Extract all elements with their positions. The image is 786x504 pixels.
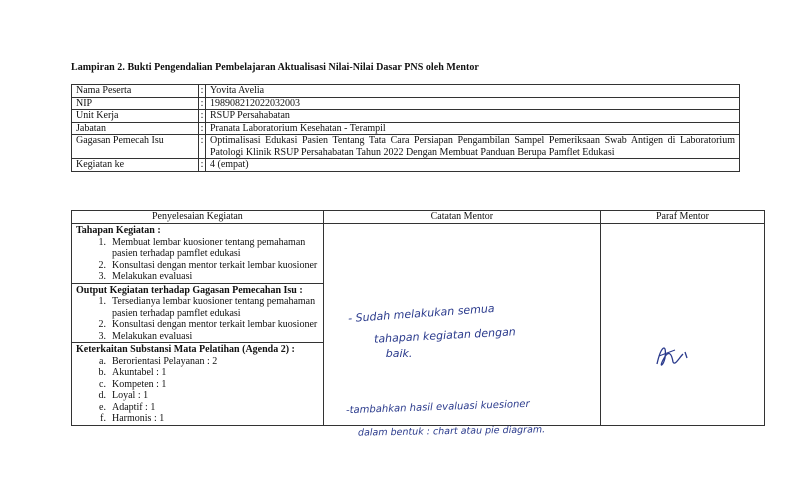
info-row [72, 85, 740, 98]
item-number: c. [99, 378, 106, 390]
info-colon: : [199, 97, 206, 110]
item-text: Kompeten : 1 [112, 378, 167, 390]
section-list [76, 237, 319, 283]
item-text: Membuat lembar kuosioner tentang pemahaman pasien terhadap pamflet edukasi [112, 236, 306, 259]
info-colon: : [199, 135, 206, 159]
info-value: 198908212022032003 [206, 97, 740, 110]
item-text: Melakukan evaluasi [112, 330, 193, 342]
activity-section [72, 224, 323, 284]
item-number: 3. [98, 271, 106, 282]
info-value: Yovita Avelia [206, 85, 740, 98]
item-text: Loyal : 1 [112, 390, 149, 401]
list-item [76, 260, 319, 272]
activity-section [72, 343, 323, 425]
info-value: Pranata Laboratorium Kesehatan - Terampil [206, 122, 740, 135]
item-number: 2. [98, 319, 106, 330]
info-row [72, 135, 740, 159]
info-row [72, 110, 740, 123]
list-item [76, 296, 319, 319]
info-value: 4 (empat) [206, 159, 740, 172]
list-item [76, 271, 319, 283]
mentor-note-line-2: tahapan kegiatan dengan [373, 325, 516, 346]
item-text: Konsultasi dengan mentor terkait lembar kuosioner [112, 259, 318, 271]
list-item [76, 237, 319, 260]
info-colon: : [199, 159, 206, 172]
item-number: b. [98, 367, 106, 378]
info-row [72, 122, 740, 135]
list-item [76, 402, 319, 414]
item-text: Harmonis : 1 [112, 413, 165, 424]
info-value: RSUP Persahabatan [206, 110, 740, 123]
info-row [72, 159, 740, 172]
item-number: d. [98, 390, 106, 401]
section-heading: Output Kegiatan terhadap Gagasan Pemecahan Isu : [76, 284, 303, 296]
mentor-signature-cell [600, 224, 764, 426]
item-text: Berorientasi Pelayanan : 2 [112, 355, 218, 367]
info-colon: : [199, 122, 206, 135]
item-number: 2. [98, 259, 106, 271]
item-text: Akuntabel : 1 [112, 367, 167, 378]
info-label: Nama Peserta [72, 85, 199, 98]
section-list [76, 296, 319, 342]
mentor-note-line-5: dalam bentuk : chart atau pie diagram. [357, 424, 546, 439]
info-label: Kegiatan ke [72, 159, 199, 172]
header-catatan: Catatan Mentor [323, 211, 600, 224]
info-label: Unit Kerja [72, 110, 199, 123]
info-row [72, 97, 740, 110]
item-text: Adaptif : 1 [112, 401, 156, 413]
item-number: e. [99, 401, 106, 413]
info-colon: : [199, 85, 206, 98]
info-value: Optimalisasi Edukasi Pasien Tentang Tata Cara Persiapan Pengambilan Sampel Pemeriksaan Swab Antigen di Laboratorium Patologi Klinik RSUP Persahabatan Tahun 2022 Dengan Membuat Panduan Berupa Pamflet Edukasi [206, 135, 740, 159]
mentor-note-line-1: - Sudah melakukan semua [347, 301, 495, 326]
info-colon: : [199, 110, 206, 123]
mentor-signature [649, 336, 709, 376]
info-label: Gagasan Pemecah Isu [72, 135, 199, 159]
item-number: f. [100, 413, 106, 424]
list-item [76, 331, 319, 343]
info-label: Jabatan [72, 122, 199, 135]
list-item [76, 390, 319, 402]
list-item [76, 367, 319, 379]
section-heading: Tahapan Kegiatan : [76, 225, 161, 236]
list-item [76, 413, 319, 425]
item-number: 1. [98, 236, 106, 248]
list-item [76, 379, 319, 391]
page-title: Lampiran 2. Bukti Pengendalian Pembelajaran Aktualisasi Nilai-Nilai Dasar PNS oleh Mentor [71, 62, 479, 73]
item-number: 1. [98, 296, 106, 307]
item-number: 3. [98, 330, 106, 342]
mentor-note-line-3: baik. [385, 347, 413, 360]
participant-info-table [71, 84, 740, 172]
header-paraf: Paraf Mentor [600, 211, 764, 224]
activity-table [71, 210, 765, 439]
section-heading: Keterkaitan Substansi Mata Pelatihan (Agenda 2) : [76, 344, 295, 355]
list-item [76, 319, 319, 331]
item-text: Melakukan evaluasi [112, 271, 193, 282]
mentor-note-line-4: -tambahkan hasil evaluasi kuesioner [345, 398, 530, 417]
activity-completion-cell [72, 224, 324, 426]
mentor-notes-cell [323, 224, 600, 439]
section-list [76, 356, 319, 425]
item-number: a. [99, 355, 106, 367]
activity-section [72, 284, 323, 344]
item-text: Tersedianya lembar kuosioner tentang pemahaman pasien terhadap pamflet edukasi [112, 296, 316, 319]
info-label: NIP [72, 97, 199, 110]
list-item [76, 356, 319, 368]
header-penyelesaian: Penyelesaian Kegiatan [72, 211, 324, 224]
item-text: Konsultasi dengan mentor terkait lembar kuosioner [112, 319, 318, 330]
